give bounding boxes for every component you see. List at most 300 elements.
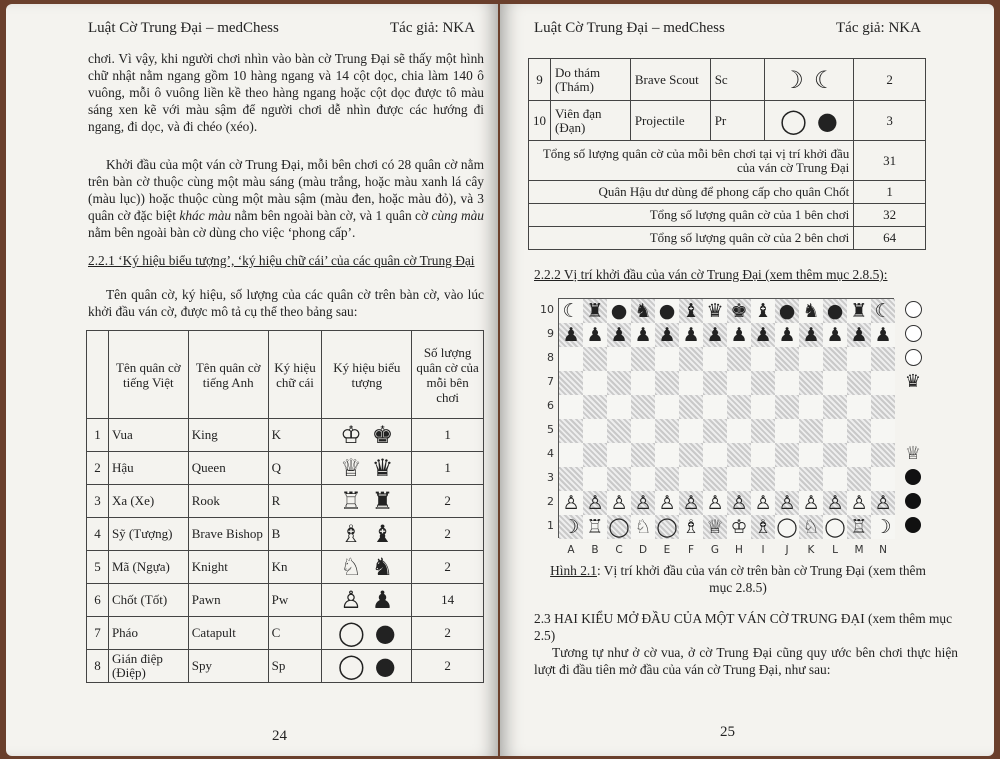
board-piece-icon: ♔ bbox=[730, 515, 748, 538]
king-white-icon: ♔ bbox=[340, 421, 362, 449]
left-page bbox=[6, 4, 498, 756]
pieces-table-continued bbox=[528, 58, 926, 250]
board-square bbox=[631, 491, 655, 515]
board-square bbox=[607, 395, 631, 419]
board-piece-icon: ♖ bbox=[850, 515, 868, 538]
board-square bbox=[823, 299, 847, 323]
board-square bbox=[559, 395, 583, 419]
board-square bbox=[847, 419, 871, 443]
table-row bbox=[87, 617, 484, 650]
board-square bbox=[727, 299, 751, 323]
file-label: J bbox=[785, 544, 789, 556]
board-square bbox=[727, 491, 751, 515]
board-square bbox=[631, 299, 655, 323]
board-piece-icon: ♟ bbox=[562, 323, 580, 346]
board-square bbox=[559, 419, 583, 443]
board-piece-icon: ♙ bbox=[682, 491, 700, 514]
board-square bbox=[703, 347, 727, 371]
rank-label: 7 bbox=[547, 375, 554, 388]
paragraph-opening: Tương tự như ở cờ vua, ở cờ Trung Đại cũng quy ước bên chơi thực hiện lượt đi đầu tiên mở đầu của ván cờ Trung Đại, như sau: bbox=[534, 645, 958, 677]
queen-black-icon: ♛ bbox=[371, 454, 394, 482]
board-square bbox=[751, 347, 775, 371]
board-piece-icon: ◯ bbox=[824, 515, 846, 538]
board-square bbox=[775, 443, 799, 467]
board-piece-icon: ♚ bbox=[730, 299, 748, 322]
board-square bbox=[823, 347, 847, 371]
paragraph-table-intro: Tên quân cờ, ký hiệu, số lượng của các quân cờ trên bàn cờ, vào lúc khởi đầu ván cờ, được mô tả cụ thể theo bảng sau: bbox=[88, 287, 484, 319]
rank-label: 5 bbox=[547, 423, 554, 436]
board-square bbox=[727, 515, 751, 539]
board-square bbox=[583, 515, 607, 539]
board-square bbox=[655, 515, 679, 539]
board-square bbox=[655, 419, 679, 443]
summary-value: 1 bbox=[854, 181, 926, 204]
board-square bbox=[679, 515, 703, 539]
board-square bbox=[799, 371, 823, 395]
board-square bbox=[775, 323, 799, 347]
board-square bbox=[751, 371, 775, 395]
piece-abbr: Pw bbox=[268, 584, 322, 617]
summary-value: 64 bbox=[854, 227, 926, 250]
board-square bbox=[871, 443, 895, 467]
board-square bbox=[727, 395, 751, 419]
summary-row bbox=[529, 204, 926, 227]
piece-name-vn: Xa (Xe) bbox=[108, 485, 188, 518]
board-square bbox=[775, 515, 799, 539]
piece-name-vn: Mã (Ngựa) bbox=[108, 551, 188, 584]
right-page bbox=[500, 4, 994, 756]
board-square bbox=[703, 323, 727, 347]
board-piece-icon: ♙ bbox=[562, 491, 580, 514]
row-number: 6 bbox=[87, 584, 109, 617]
board-square bbox=[727, 467, 751, 491]
piece-name-vn: Pháo bbox=[108, 617, 188, 650]
board-piece-icon: ♟ bbox=[586, 323, 604, 346]
board-square bbox=[583, 299, 607, 323]
board-piece-icon: ● bbox=[610, 299, 628, 322]
board-piece-icon: ♟ bbox=[610, 323, 628, 346]
table-row bbox=[87, 551, 484, 584]
piece-name-vn: Viên đạn (Đạn) bbox=[551, 101, 631, 141]
piece-name-en: Brave Bishop bbox=[188, 518, 268, 551]
board-square bbox=[703, 419, 727, 443]
board-square bbox=[799, 419, 823, 443]
board-square bbox=[607, 347, 631, 371]
board-square bbox=[679, 419, 703, 443]
board-square bbox=[847, 371, 871, 395]
board-square bbox=[583, 467, 607, 491]
board-square bbox=[775, 347, 799, 371]
piece-name-en: Spy bbox=[188, 650, 268, 683]
rank-label: 8 bbox=[547, 351, 554, 364]
board-square bbox=[823, 395, 847, 419]
page-number: 25 bbox=[720, 724, 735, 740]
board-piece-icon: ♟ bbox=[634, 323, 652, 346]
table-row bbox=[87, 650, 484, 683]
piece-abbr: C bbox=[268, 617, 322, 650]
paragraph-initial-pieces: Khởi đầu của một ván cờ Trung Đại, mỗi bên chơi có 28 quân cờ nằm trên bàn cờ thuộc cùng một màu sáng (màu trắng, hoặc màu xanh lá cây (màu lục)) hoặc thuộc cùng một màu sậm (màu đen, hoặc màu đỏ), và 3 quân cờ đặc biệt khác màu nằm bên ngoài bàn cờ, và 1 quân cờ cùng màu nằm bên ngoài bàn cờ dùng cho việc ‘phong cấp’. bbox=[88, 157, 485, 240]
board-piece-icon: ◯ bbox=[656, 515, 678, 538]
spy-white-icon: ◯ bbox=[337, 652, 365, 680]
board-piece-icon: ♖ bbox=[586, 515, 604, 538]
summary-row bbox=[529, 181, 926, 204]
board-piece-icon: ● bbox=[826, 299, 844, 322]
row-number: 8 bbox=[87, 650, 109, 683]
board-square bbox=[775, 299, 799, 323]
piece-name-vn: Chốt (Tốt) bbox=[108, 584, 188, 617]
board-square bbox=[751, 419, 775, 443]
summary-label: Tổng số lượng quân cờ của mỗi bên chơi tại vị trí khởi đầu của ván cờ Trung Đại bbox=[529, 141, 854, 181]
board-square bbox=[559, 515, 583, 539]
board-square bbox=[751, 491, 775, 515]
board-square bbox=[703, 299, 727, 323]
table-header: Ký hiệu chữ cái bbox=[268, 331, 322, 419]
board-square bbox=[871, 371, 895, 395]
board-square bbox=[799, 491, 823, 515]
piece-abbr: Kn bbox=[268, 551, 322, 584]
header-title: Luật Cờ Trung Đại – medChess bbox=[534, 20, 725, 36]
board-square bbox=[679, 371, 703, 395]
piece-abbr: Sc bbox=[710, 59, 764, 101]
board-square bbox=[799, 467, 823, 491]
piece-name-en: Pawn bbox=[188, 584, 268, 617]
board-square bbox=[847, 443, 871, 467]
board-piece-icon: ♙ bbox=[658, 491, 676, 514]
table-row bbox=[529, 101, 926, 141]
table-header bbox=[87, 331, 109, 419]
board-square bbox=[847, 467, 871, 491]
board-square bbox=[727, 371, 751, 395]
board-square bbox=[727, 443, 751, 467]
board-square bbox=[655, 371, 679, 395]
piece-name-vn: Vua bbox=[108, 419, 188, 452]
board-piece-icon: ♟ bbox=[754, 323, 772, 346]
piece-abbr: Pr bbox=[710, 101, 764, 141]
file-label: D bbox=[638, 544, 648, 556]
board-square bbox=[655, 299, 679, 323]
board-piece-icon: ♜ bbox=[586, 299, 604, 322]
figure-caption: Hình 2.1: Vị trí khởi đầu của ván cờ trên bàn cờ Trung Đại (xem thêm mục 2.8.5) bbox=[550, 563, 926, 595]
board-piece-icon: ♟ bbox=[730, 323, 748, 346]
file-label: L bbox=[832, 544, 838, 556]
king-black-icon: ♚ bbox=[371, 421, 394, 449]
piece-name-vn: Hậu bbox=[108, 452, 188, 485]
board-square bbox=[847, 395, 871, 419]
board-piece-icon: ☾ bbox=[562, 299, 580, 322]
piece-qty: 2 bbox=[412, 617, 484, 650]
board-square bbox=[751, 299, 775, 323]
white-side-piece-icon: ♕ bbox=[904, 442, 922, 464]
board-square bbox=[655, 323, 679, 347]
piece-abbr: K bbox=[268, 419, 322, 452]
board-square bbox=[583, 419, 607, 443]
board-square bbox=[727, 323, 751, 347]
piece-qty: 1 bbox=[412, 419, 484, 452]
piece-abbr: Sp bbox=[268, 650, 322, 683]
board-square bbox=[871, 395, 895, 419]
board-piece-icon: ● bbox=[778, 299, 796, 322]
board-square bbox=[631, 515, 655, 539]
board-square bbox=[847, 299, 871, 323]
board-square bbox=[583, 395, 607, 419]
board-piece-icon: ♙ bbox=[778, 491, 796, 514]
board-piece-icon: ♙ bbox=[850, 491, 868, 514]
chess-board bbox=[558, 298, 894, 538]
row-number: 10 bbox=[529, 101, 551, 141]
white-side-piece-icon bbox=[902, 514, 924, 536]
board-square bbox=[775, 467, 799, 491]
board-square bbox=[823, 467, 847, 491]
board-square bbox=[871, 419, 895, 443]
rank-label: 1 bbox=[547, 519, 554, 532]
board-square bbox=[655, 347, 679, 371]
rank-label: 10 bbox=[540, 303, 554, 316]
board-piece-icon: ☾ bbox=[874, 299, 892, 322]
rank-label: 4 bbox=[547, 447, 554, 460]
board-square bbox=[583, 323, 607, 347]
piece-name-vn: Sỹ (Tượng) bbox=[108, 518, 188, 551]
board-square bbox=[775, 371, 799, 395]
board-square bbox=[631, 419, 655, 443]
board-square bbox=[823, 491, 847, 515]
summary-value: 31 bbox=[854, 141, 926, 181]
board-piece-icon: ♙ bbox=[586, 491, 604, 514]
board-square bbox=[583, 371, 607, 395]
board-piece-icon: ♙ bbox=[802, 491, 820, 514]
board-square bbox=[799, 323, 823, 347]
table-header: Tên quân cờ tiếng Việt bbox=[108, 331, 188, 419]
file-label: A bbox=[567, 544, 575, 556]
table-row bbox=[87, 485, 484, 518]
board-square bbox=[799, 515, 823, 539]
projectile-black-icon: ● bbox=[816, 106, 838, 135]
file-label: E bbox=[663, 544, 671, 556]
queen-white-icon: ♕ bbox=[340, 454, 362, 482]
piece-abbr: R bbox=[268, 485, 322, 518]
file-label: H bbox=[735, 544, 743, 556]
black-side-piece-icon bbox=[902, 298, 924, 320]
board-square bbox=[751, 443, 775, 467]
board-square bbox=[751, 395, 775, 419]
rook-white-icon: ♖ bbox=[340, 487, 362, 515]
board-square bbox=[823, 419, 847, 443]
board-square bbox=[631, 467, 655, 491]
board-square bbox=[871, 323, 895, 347]
summary-value: 32 bbox=[854, 204, 926, 227]
board-piece-icon: ♙ bbox=[730, 491, 748, 514]
board-square bbox=[655, 443, 679, 467]
piece-name-vn: Gián điệp (Điệp) bbox=[108, 650, 188, 683]
file-label: B bbox=[591, 544, 599, 556]
board-square bbox=[679, 395, 703, 419]
board-piece-icon: ♟ bbox=[658, 323, 676, 346]
board-piece-icon: ◯ bbox=[608, 515, 630, 538]
catapult-white-icon: ◯ bbox=[337, 619, 365, 647]
board-square bbox=[679, 323, 703, 347]
board-piece-icon: ☽ bbox=[562, 515, 580, 538]
starting-position-diagram bbox=[530, 298, 922, 558]
board-square bbox=[799, 347, 823, 371]
piece-qty: 2 bbox=[412, 650, 484, 683]
piece-qty: 14 bbox=[412, 584, 484, 617]
section-title-2-2-2: 2.2.2 Vị trí khởi đầu của ván cờ Trung Đại (xem thêm mục 2.8.5): bbox=[534, 267, 888, 282]
section-title-2-3: 2.3 HAI KIỂU MỞ ĐẦU CỦA MỘT VÁN CỜ TRUNG ĐẠI (xem thêm mục 2.5) bbox=[534, 611, 953, 643]
rank-label: 2 bbox=[547, 495, 554, 508]
board-square bbox=[775, 395, 799, 419]
board-square bbox=[559, 443, 583, 467]
board-square bbox=[631, 347, 655, 371]
piece-name-en: Brave Scout bbox=[630, 59, 710, 101]
projectile-white-icon: ◯ bbox=[779, 106, 807, 135]
piece-qty: 2 bbox=[412, 518, 484, 551]
board-piece-icon: ♜ bbox=[850, 299, 868, 322]
table-row bbox=[87, 452, 484, 485]
board-square bbox=[703, 371, 727, 395]
board-piece-icon: ♘ bbox=[802, 515, 820, 538]
board-square bbox=[631, 395, 655, 419]
board-square bbox=[655, 467, 679, 491]
table-header: Số lượng quân cờ của mỗi bên chơi bbox=[412, 331, 484, 419]
board-square bbox=[751, 467, 775, 491]
summary-label: Quân Hậu dư dùng để phong cấp cho quân Chốt bbox=[529, 181, 854, 204]
board-square bbox=[703, 443, 727, 467]
page-number: 24 bbox=[272, 728, 287, 744]
section-title-2-2-1: 2.2.1 ‘Ký hiệu biểu tượng’, ‘ký hiệu chữ cái’ của các quân cờ Trung Đại bbox=[88, 253, 475, 268]
piece-name-en: Catapult bbox=[188, 617, 268, 650]
board-square bbox=[583, 443, 607, 467]
white-side-piece-icon bbox=[902, 466, 924, 488]
board-square bbox=[607, 419, 631, 443]
knight-black-icon: ♞ bbox=[371, 553, 394, 581]
board-square bbox=[775, 491, 799, 515]
board-piece-icon: ♙ bbox=[826, 491, 844, 514]
board-square bbox=[559, 323, 583, 347]
board-square bbox=[847, 323, 871, 347]
black-side-piece-icon bbox=[902, 346, 924, 368]
board-piece-icon: ♘ bbox=[634, 515, 652, 538]
board-square bbox=[607, 467, 631, 491]
board-square bbox=[799, 395, 823, 419]
table-header: Ký hiệu biểu tượng bbox=[322, 331, 412, 419]
board-square bbox=[655, 395, 679, 419]
file-label: F bbox=[687, 544, 695, 556]
header-author: Tác giả: NKA bbox=[836, 20, 921, 36]
board-piece-icon: ♙ bbox=[634, 491, 652, 514]
board-square bbox=[631, 443, 655, 467]
pawn-black-icon: ♟ bbox=[371, 586, 394, 614]
board-square bbox=[559, 467, 583, 491]
board-square bbox=[847, 347, 871, 371]
board-square bbox=[823, 323, 847, 347]
row-number: 3 bbox=[87, 485, 109, 518]
board-piece-icon: ♙ bbox=[874, 491, 892, 514]
board-square bbox=[679, 467, 703, 491]
row-number: 4 bbox=[87, 518, 109, 551]
pawn-white-icon: ♙ bbox=[340, 586, 362, 614]
rook-black-icon: ♜ bbox=[371, 487, 394, 515]
board-square bbox=[679, 491, 703, 515]
scout-black-icon: ☾ bbox=[813, 65, 836, 94]
file-label: K bbox=[807, 544, 815, 556]
board-square bbox=[631, 323, 655, 347]
table-row bbox=[529, 59, 926, 101]
board-square bbox=[703, 467, 727, 491]
board-square bbox=[775, 419, 799, 443]
board-square bbox=[559, 299, 583, 323]
board-piece-icon: ● bbox=[658, 299, 676, 322]
board-piece-icon: ♟ bbox=[826, 323, 844, 346]
summary-label: Tổng số lượng quân cờ của 2 bên chơi bbox=[529, 227, 854, 250]
board-square bbox=[871, 515, 895, 539]
board-square bbox=[847, 491, 871, 515]
board-square bbox=[727, 347, 751, 371]
summary-label: Tổng số lượng quân cờ của 1 bên chơi bbox=[529, 204, 854, 227]
piece-name-en: Projectile bbox=[630, 101, 710, 141]
black-side-piece-icon: ♛ bbox=[904, 370, 922, 392]
board-square bbox=[607, 371, 631, 395]
board-square bbox=[607, 323, 631, 347]
row-number: 7 bbox=[87, 617, 109, 650]
board-piece-icon: ♙ bbox=[610, 491, 628, 514]
board-square bbox=[871, 491, 895, 515]
board-piece-icon: ♟ bbox=[850, 323, 868, 346]
file-label: N bbox=[879, 544, 887, 556]
piece-name-en: Rook bbox=[188, 485, 268, 518]
header-title: Luật Cờ Trung Đại – medChess bbox=[88, 20, 279, 36]
board-square bbox=[823, 371, 847, 395]
catapult-black-icon: ● bbox=[374, 619, 396, 647]
rank-label: 9 bbox=[547, 327, 554, 340]
file-label: M bbox=[854, 544, 864, 556]
table-row bbox=[87, 419, 484, 452]
board-piece-icon: ♝ bbox=[754, 299, 772, 322]
board-square bbox=[799, 443, 823, 467]
board-square bbox=[871, 299, 895, 323]
row-number: 5 bbox=[87, 551, 109, 584]
row-number: 9 bbox=[529, 59, 551, 101]
piece-name-en: Knight bbox=[188, 551, 268, 584]
piece-qty: 1 bbox=[412, 452, 484, 485]
header-author: Tác giả: NKA bbox=[390, 20, 475, 36]
board-piece-icon: ♙ bbox=[706, 491, 724, 514]
rank-label: 6 bbox=[547, 399, 554, 412]
bishop-white-icon: ♗ bbox=[340, 520, 362, 548]
summary-row bbox=[529, 227, 926, 250]
board-square bbox=[559, 491, 583, 515]
board-piece-icon: ♟ bbox=[802, 323, 820, 346]
piece-abbr: Q bbox=[268, 452, 322, 485]
board-square bbox=[871, 467, 895, 491]
piece-name-en: Queen bbox=[188, 452, 268, 485]
board-piece-icon: ♗ bbox=[754, 515, 772, 538]
board-square bbox=[607, 443, 631, 467]
board-square bbox=[823, 515, 847, 539]
piece-qty: 3 bbox=[854, 101, 926, 141]
board-square bbox=[559, 371, 583, 395]
board-piece-icon: ♙ bbox=[754, 491, 772, 514]
table-header-row bbox=[87, 331, 484, 419]
board-piece-icon: ♟ bbox=[682, 323, 700, 346]
summary-row bbox=[529, 141, 926, 181]
piece-qty: 2 bbox=[854, 59, 926, 101]
board-square bbox=[799, 299, 823, 323]
board-square bbox=[559, 347, 583, 371]
black-side-piece-icon bbox=[902, 322, 924, 344]
board-piece-icon: ♞ bbox=[634, 299, 652, 322]
board-piece-icon: ☽ bbox=[874, 515, 892, 538]
board-square bbox=[607, 515, 631, 539]
board-square bbox=[631, 371, 655, 395]
